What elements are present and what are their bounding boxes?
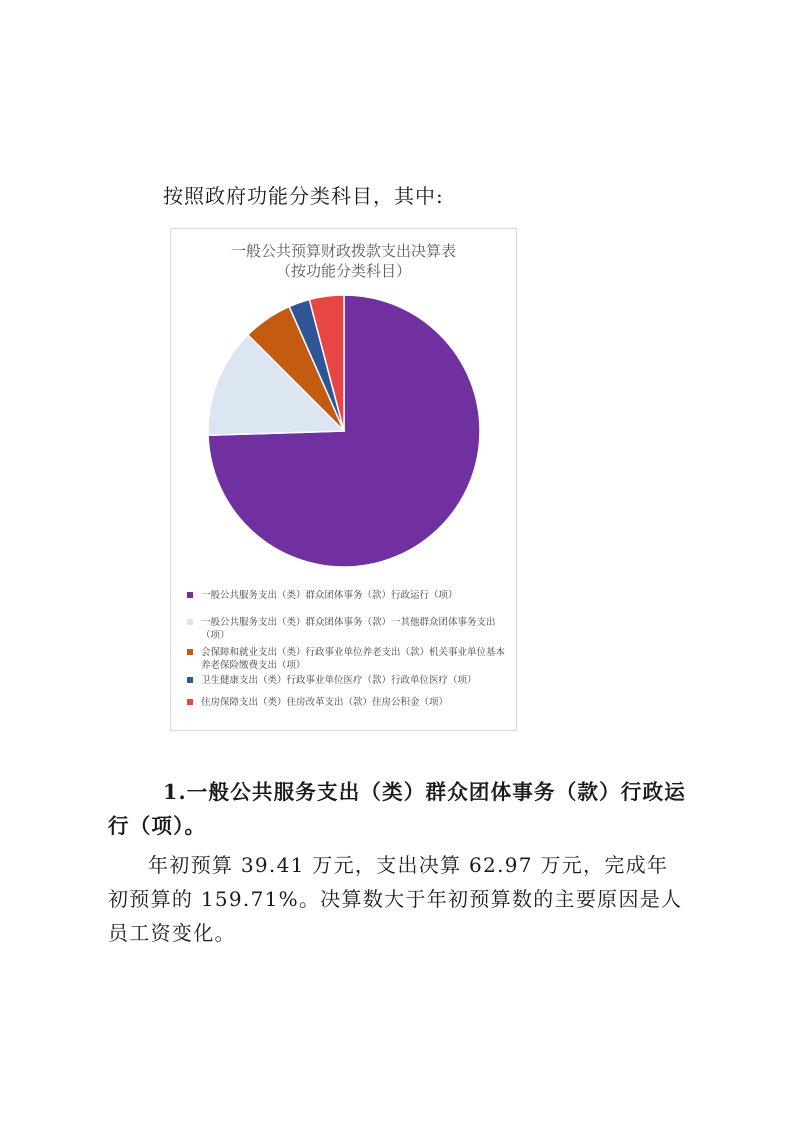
legend-swatch [187, 677, 193, 683]
legend-label: 一般公共服务支出（类）群众团体事务（款）一其他群众团体事务支出（项） [201, 617, 496, 641]
chart-subtitle: （按功能分类科目） [275, 262, 411, 280]
legend-swatch [187, 619, 193, 625]
legend-item-2 [185, 616, 509, 642]
legend-label: 卫生健康支出（类）行政事业单位医疗（款）行政单位医疗（项） [201, 675, 477, 686]
pie-chart [171, 229, 518, 589]
intro-text: 按照政府功能分类科目，其中: [163, 184, 444, 208]
legend-item-5 [185, 696, 509, 709]
legend-label: 住房保障支出（类）住房改革支出（款）住房公积金（项） [201, 697, 449, 708]
legend-item-1 [185, 589, 509, 602]
legend-swatch [187, 649, 193, 655]
pie-chart-panel [170, 228, 517, 731]
legend-swatch [187, 699, 193, 705]
chart-title: 一般公共预算财政拨款支出决算表 [230, 242, 456, 260]
section-heading: 1.一般公共服务支出（类）群众团体事务（款）行政运行（项）。 [108, 780, 686, 838]
legend-label: 会保障和就业支出（类）行政事业单位养老支出（款）机关事业单位基本养老保险缴费支出（项） [201, 647, 506, 671]
chart-legend [185, 589, 509, 709]
legend-swatch [187, 592, 193, 598]
legend-item-4 [185, 674, 509, 687]
legend-item-3 [185, 646, 509, 672]
legend-label: 一般公共服务支出（类）群众团体事务（款）行政运行（项） [201, 590, 458, 601]
section-body: 年初预算 39.41 万元，支出决算 62.97 万元，完成年初预算的 159.71%。决算数大于年初预算数的主要原因是人员工资变化。 [108, 853, 683, 945]
